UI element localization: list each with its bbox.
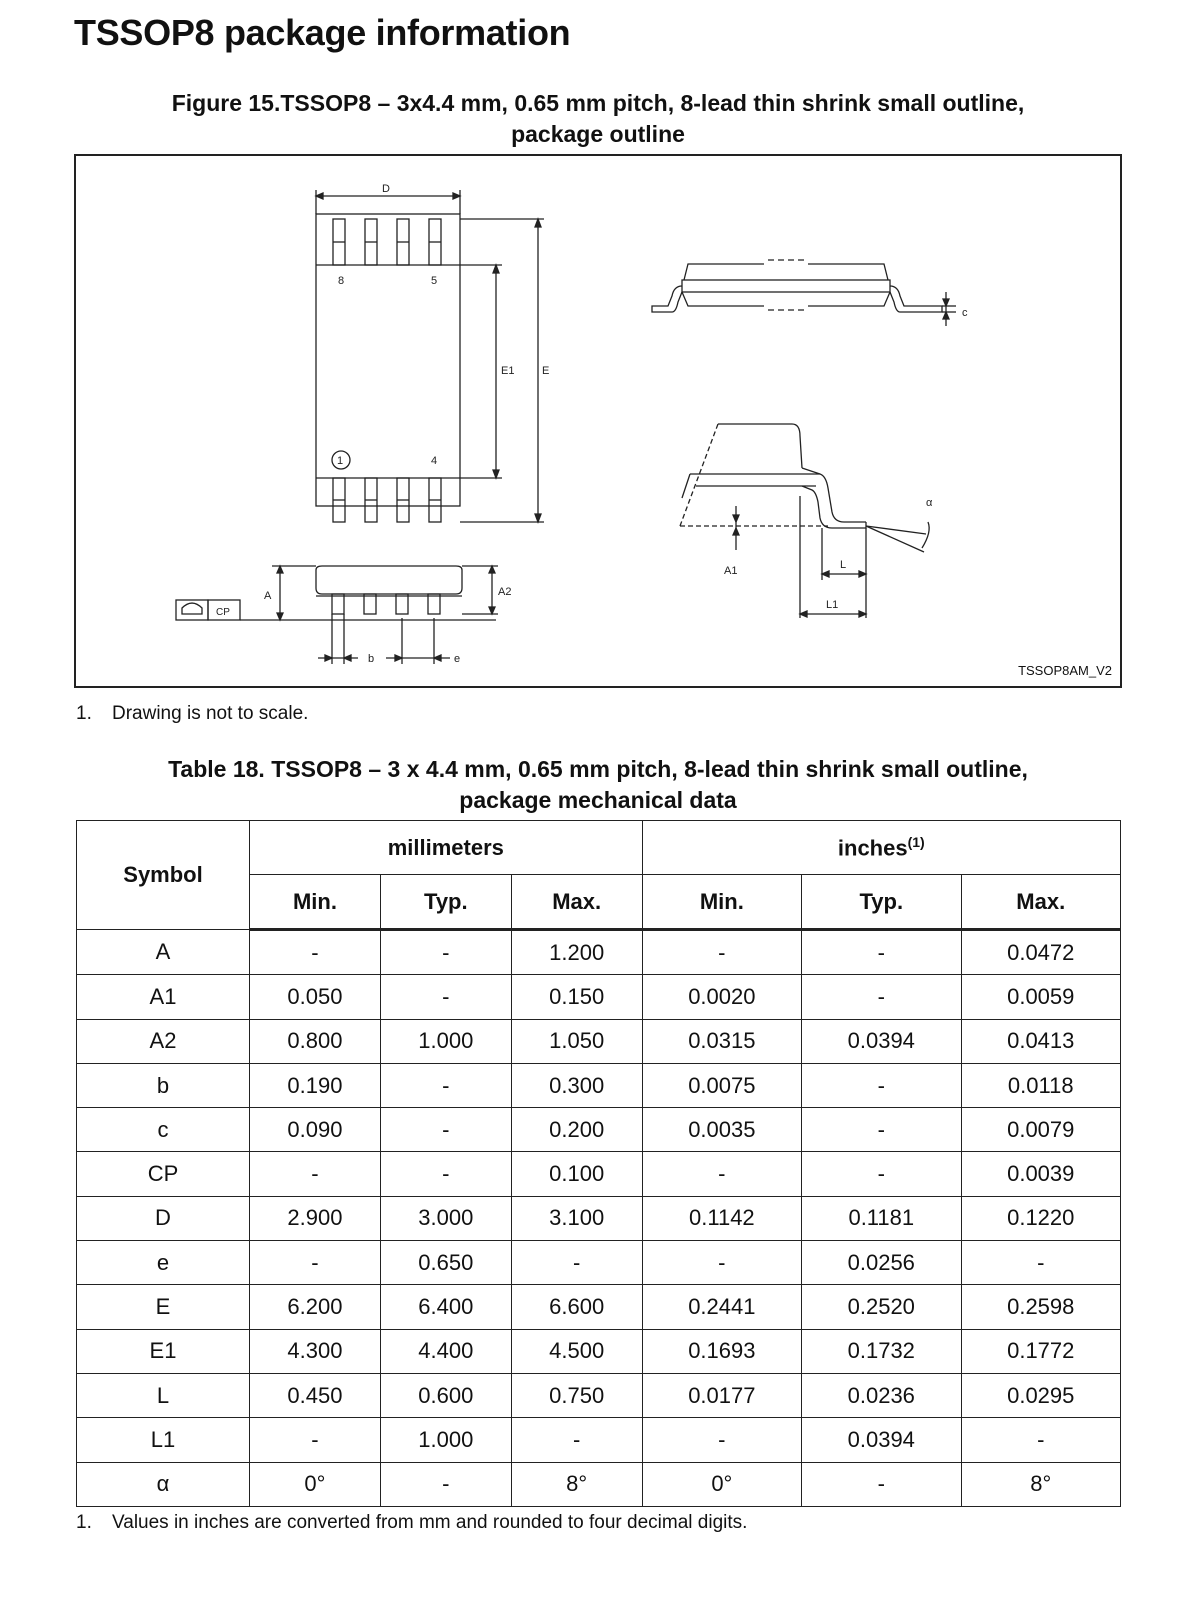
value-cell: 0.0394 (802, 1019, 961, 1063)
value-cell: - (380, 1063, 511, 1107)
value-cell: 0.1142 (642, 1196, 801, 1240)
symbol-cell: L1 (77, 1418, 250, 1462)
value-cell: - (642, 1418, 801, 1462)
figure-note (76, 703, 308, 725)
value-cell: 0.2441 (642, 1285, 801, 1329)
table-note-text: Values in inches are converted from mm and rounded to four decimal digits. (112, 1512, 748, 1533)
value-cell: 3.000 (380, 1196, 511, 1240)
table-row (77, 930, 1121, 975)
value-cell: - (802, 1063, 961, 1107)
value-cell: 0.1732 (802, 1329, 961, 1373)
value-cell: - (802, 1108, 961, 1152)
value-cell: 1.000 (380, 1418, 511, 1462)
value-cell: 0° (250, 1462, 381, 1506)
value-cell: 0.090 (250, 1108, 381, 1152)
table-row (77, 1196, 1121, 1240)
value-cell: 0.0059 (961, 975, 1121, 1019)
symbol-cell: α (77, 1462, 250, 1506)
subheader-mm-max: Max. (511, 875, 642, 930)
value-cell: 0.1772 (961, 1329, 1121, 1373)
symbol-cell: A (77, 930, 250, 975)
label-c: c (962, 307, 968, 319)
value-cell: 0.0413 (961, 1019, 1121, 1063)
value-cell: - (642, 1152, 801, 1196)
symbol-cell: b (77, 1063, 250, 1107)
table-note (76, 1512, 747, 1534)
lead-detail-view (680, 424, 933, 618)
symbol-cell: c (77, 1108, 250, 1152)
table-row (77, 1373, 1121, 1417)
table-caption-line2: package mechanical data (459, 787, 737, 813)
value-cell: - (250, 1418, 381, 1462)
value-cell: 0.0020 (642, 975, 801, 1019)
mechanical-data-table (76, 820, 1121, 1507)
header-inches-label: inches (837, 835, 908, 861)
side-view (652, 260, 968, 326)
value-cell: 0.0075 (642, 1063, 801, 1107)
value-cell: 2.900 (250, 1196, 381, 1240)
value-cell: - (961, 1241, 1121, 1285)
table-caption-line1: Table 18. TSSOP8 – 3 x 4.4 mm, 0.65 mm pitch, 8-lead thin shrink small outline, (168, 756, 1028, 782)
header-inches (642, 821, 1120, 875)
pin-label-5: 5 (431, 275, 438, 287)
pin-label-8: 8 (338, 275, 345, 287)
value-cell: 3.100 (511, 1196, 642, 1240)
label-L1: L1 (826, 599, 839, 611)
value-cell: - (250, 1152, 381, 1196)
figure-note-number: 1. (76, 703, 92, 724)
value-cell: - (250, 930, 381, 975)
value-cell: 0.150 (511, 975, 642, 1019)
pin1-marker: 1 (337, 455, 344, 467)
value-cell: - (511, 1241, 642, 1285)
value-cell: 4.500 (511, 1329, 642, 1373)
inches-footnote-ref: (1) (907, 833, 925, 850)
value-cell: 0.650 (380, 1241, 511, 1285)
value-cell: 0.200 (511, 1108, 642, 1152)
value-cell: 0.050 (250, 975, 381, 1019)
label-L: L (840, 559, 847, 571)
value-cell: 0.0118 (961, 1063, 1121, 1107)
top-view (316, 183, 549, 522)
symbol-cell: A1 (77, 975, 250, 1019)
value-cell: 0.0315 (642, 1019, 801, 1063)
symbol-cell: E (77, 1285, 250, 1329)
value-cell: 0.1693 (642, 1329, 801, 1373)
value-cell: - (642, 1241, 801, 1285)
package-outline-figure (74, 154, 1122, 688)
value-cell: 0.800 (250, 1019, 381, 1063)
value-cell: - (380, 1462, 511, 1506)
value-cell: 1.200 (511, 930, 642, 975)
label-A: A (264, 590, 272, 602)
label-e: e (454, 653, 461, 665)
value-cell: 0.1181 (802, 1196, 961, 1240)
table-row (77, 1241, 1121, 1285)
value-cell: - (642, 930, 801, 975)
value-cell: 0.190 (250, 1063, 381, 1107)
value-cell: - (250, 1241, 381, 1285)
symbol-cell: E1 (77, 1329, 250, 1373)
value-cell: - (380, 1152, 511, 1196)
figure-caption-line2: package outline (511, 121, 685, 147)
table-row (77, 1063, 1121, 1107)
table-caption (74, 754, 1122, 816)
table-row (77, 975, 1121, 1019)
package-outline-drawing (76, 156, 1122, 688)
value-cell: 0.0472 (961, 930, 1121, 975)
header-symbol: Symbol (77, 821, 250, 930)
label-A2: A2 (498, 586, 512, 598)
value-cell: 0° (642, 1462, 801, 1506)
value-cell: 0.0236 (802, 1373, 961, 1417)
value-cell: 0.0256 (802, 1241, 961, 1285)
value-cell: - (802, 1462, 961, 1506)
value-cell: 0.2520 (802, 1285, 961, 1329)
section-title: TSSOP8 package information (74, 12, 571, 53)
value-cell: 0.2598 (961, 1285, 1121, 1329)
value-cell: 8° (961, 1462, 1121, 1506)
value-cell: 0.450 (250, 1373, 381, 1417)
table-row (77, 1108, 1121, 1152)
table-row (77, 1019, 1121, 1063)
value-cell: 0.100 (511, 1152, 642, 1196)
value-cell: 6.200 (250, 1285, 381, 1329)
value-cell: 0.0394 (802, 1418, 961, 1462)
value-cell: 1.050 (511, 1019, 642, 1063)
table-note-number: 1. (76, 1512, 92, 1533)
symbol-cell: e (77, 1241, 250, 1285)
figure-caption (74, 88, 1122, 150)
value-cell: 4.400 (380, 1329, 511, 1373)
label-E1: E1 (501, 365, 515, 377)
table-row (77, 1329, 1121, 1373)
figure-caption-line1: Figure 15.TSSOP8 – 3x4.4 mm, 0.65 mm pitch, 8-lead thin shrink small outline, (171, 90, 1025, 116)
figure-note-text: Drawing is not to scale. (112, 703, 309, 724)
subheader-in-min: Min. (642, 875, 801, 930)
value-cell: 6.400 (380, 1285, 511, 1329)
table-row (77, 1418, 1121, 1462)
value-cell: 8° (511, 1462, 642, 1506)
value-cell: 0.0295 (961, 1373, 1121, 1417)
table-row (77, 1152, 1121, 1196)
value-cell: - (802, 930, 961, 975)
value-cell: 0.0177 (642, 1373, 801, 1417)
subheader-mm-typ: Typ. (380, 875, 511, 930)
value-cell: - (961, 1418, 1121, 1462)
label-A1: A1 (724, 565, 738, 577)
subheader-mm-min: Min. (250, 875, 381, 930)
symbol-cell: A2 (77, 1019, 250, 1063)
subheader-in-typ: Typ. (802, 875, 961, 930)
label-alpha: α (926, 497, 933, 509)
value-cell: 0.1220 (961, 1196, 1121, 1240)
value-cell: 0.300 (511, 1063, 642, 1107)
label-D: D (382, 183, 390, 195)
value-cell: - (802, 975, 961, 1019)
value-cell: 0.0079 (961, 1108, 1121, 1152)
value-cell: 0.0035 (642, 1108, 801, 1152)
value-cell: - (380, 1108, 511, 1152)
value-cell: - (380, 975, 511, 1019)
value-cell: 0.600 (380, 1373, 511, 1417)
table-body (77, 930, 1121, 1507)
subheader-in-max: Max. (961, 875, 1121, 930)
value-cell: 6.600 (511, 1285, 642, 1329)
symbol-cell: D (77, 1196, 250, 1240)
value-cell: 4.300 (250, 1329, 381, 1373)
value-cell: - (802, 1152, 961, 1196)
value-cell: 0.750 (511, 1373, 642, 1417)
front-view (176, 566, 511, 665)
value-cell: - (511, 1418, 642, 1462)
label-CP: CP (216, 607, 230, 618)
value-cell: 0.0039 (961, 1152, 1121, 1196)
header-millimeters: millimeters (250, 821, 643, 875)
value-cell: - (380, 930, 511, 975)
table-row (77, 1285, 1121, 1329)
value-cell: 1.000 (380, 1019, 511, 1063)
table-row (77, 1462, 1121, 1506)
symbol-cell: L (77, 1373, 250, 1417)
symbol-cell: CP (77, 1152, 250, 1196)
label-b: b (368, 653, 375, 665)
drawing-id: TSSOP8AM_V2 (1018, 663, 1112, 678)
label-E: E (542, 365, 550, 377)
pin-label-4: 4 (431, 455, 438, 467)
